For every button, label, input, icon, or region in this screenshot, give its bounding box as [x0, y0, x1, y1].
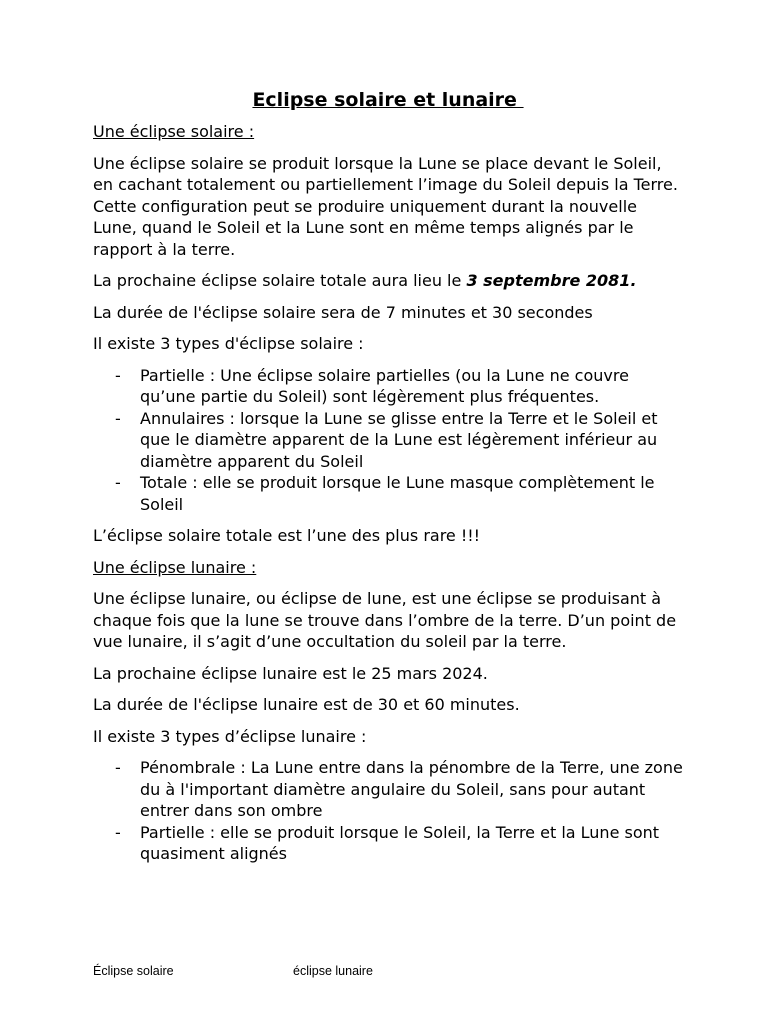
dash-bullet: -: [115, 408, 121, 428]
lunar-intro: Une éclipse lunaire, ou éclipse de lune, est une éclipse se produisant à chaque fois que la lune se trouve dans l’ombre de la terre. D’un point de vue lunaire, il s’agit d’une occultation du soleil par la terre.: [93, 589, 677, 651]
dash-bullet: -: [115, 758, 121, 777]
lunar-types-list: [93, 757, 683, 865]
solar-closing: L’éclipse solaire totale est l’une des plus rare !!!: [93, 526, 481, 545]
list-item-text: Totale : elle se produit lorsque le Lune masque complètement le Soleil: [140, 473, 655, 514]
dash-bullet: -: [115, 365, 121, 385]
list-item: [93, 408, 683, 473]
solar-next-eclipse: [93, 270, 683, 292]
solar-intro: Une éclipse solaire se produit lorsque la Lune se place devant le Soleil, en cachant totalement ou partiellement l’image du Soleil depuis la Terre. Cette configuration peut se produire uniquement durant la nouvelle Lune, quand le Soleil et la Lune sont en même temps alignés par le rapport à la terre.: [93, 153, 678, 259]
solar-types-list: [93, 365, 683, 516]
lunar-heading: Une éclipse lunaire :: [93, 557, 257, 577]
solar-duration: La durée de l'éclipse solaire sera de 7 minutes et 30 secondes: [93, 302, 593, 322]
list-item: [93, 822, 683, 865]
lunar-types-intro: Il existe 3 types d’éclipse lunaire :: [93, 726, 367, 746]
list-item-text: Partielle : Une éclipse solaire partielles (ou la Lune ne couvre qu’une partie du Soleil) sont légèrement plus fréquentes.: [140, 365, 629, 406]
list-item: [93, 472, 683, 515]
dash-bullet: -: [115, 822, 121, 842]
lunar-next-eclipse: La prochaine éclipse lunaire est le 25 mars 2024.: [93, 663, 488, 683]
caption-solar-eclipse: Éclipse solaire: [93, 964, 174, 978]
list-item-text: Pénombrale : La Lune entre dans la pénombre de la Terre, une zone du à l'important diamètre angulaire du Soleil, sans pour autant entrer dans son ombre: [140, 758, 683, 820]
solar-heading: Une éclipse solaire :: [93, 122, 255, 141]
lunar-duration: La durée de l'éclipse lunaire est de 30 et 60 minutes.: [93, 695, 520, 714]
list-item-text: Annulaires : lorsque la Lune se glisse entre la Terre et le Soleil et que le diamètre apparent de la Lune est légèrement inférieur au diamètre apparent du Soleil: [140, 408, 658, 471]
solar-types-intro: Il existe 3 types d'éclipse solaire :: [93, 334, 364, 353]
page-title: Eclipse solaire et lunaire: [252, 89, 524, 111]
list-item: [93, 757, 683, 822]
list-item-text: Partielle : elle se produit lorsque le Soleil, la Terre et la Lune sont quasiment alignés: [140, 822, 660, 863]
list-item: [93, 365, 683, 408]
document-page: [93, 88, 683, 875]
solar-next-date: 3 septembre 2081.: [466, 271, 637, 290]
dash-bullet: -: [115, 473, 121, 492]
caption-lunar-eclipse: éclipse lunaire: [293, 964, 373, 978]
solar-next-prefix: La prochaine éclipse solaire totale aura lieu le: [93, 271, 467, 290]
